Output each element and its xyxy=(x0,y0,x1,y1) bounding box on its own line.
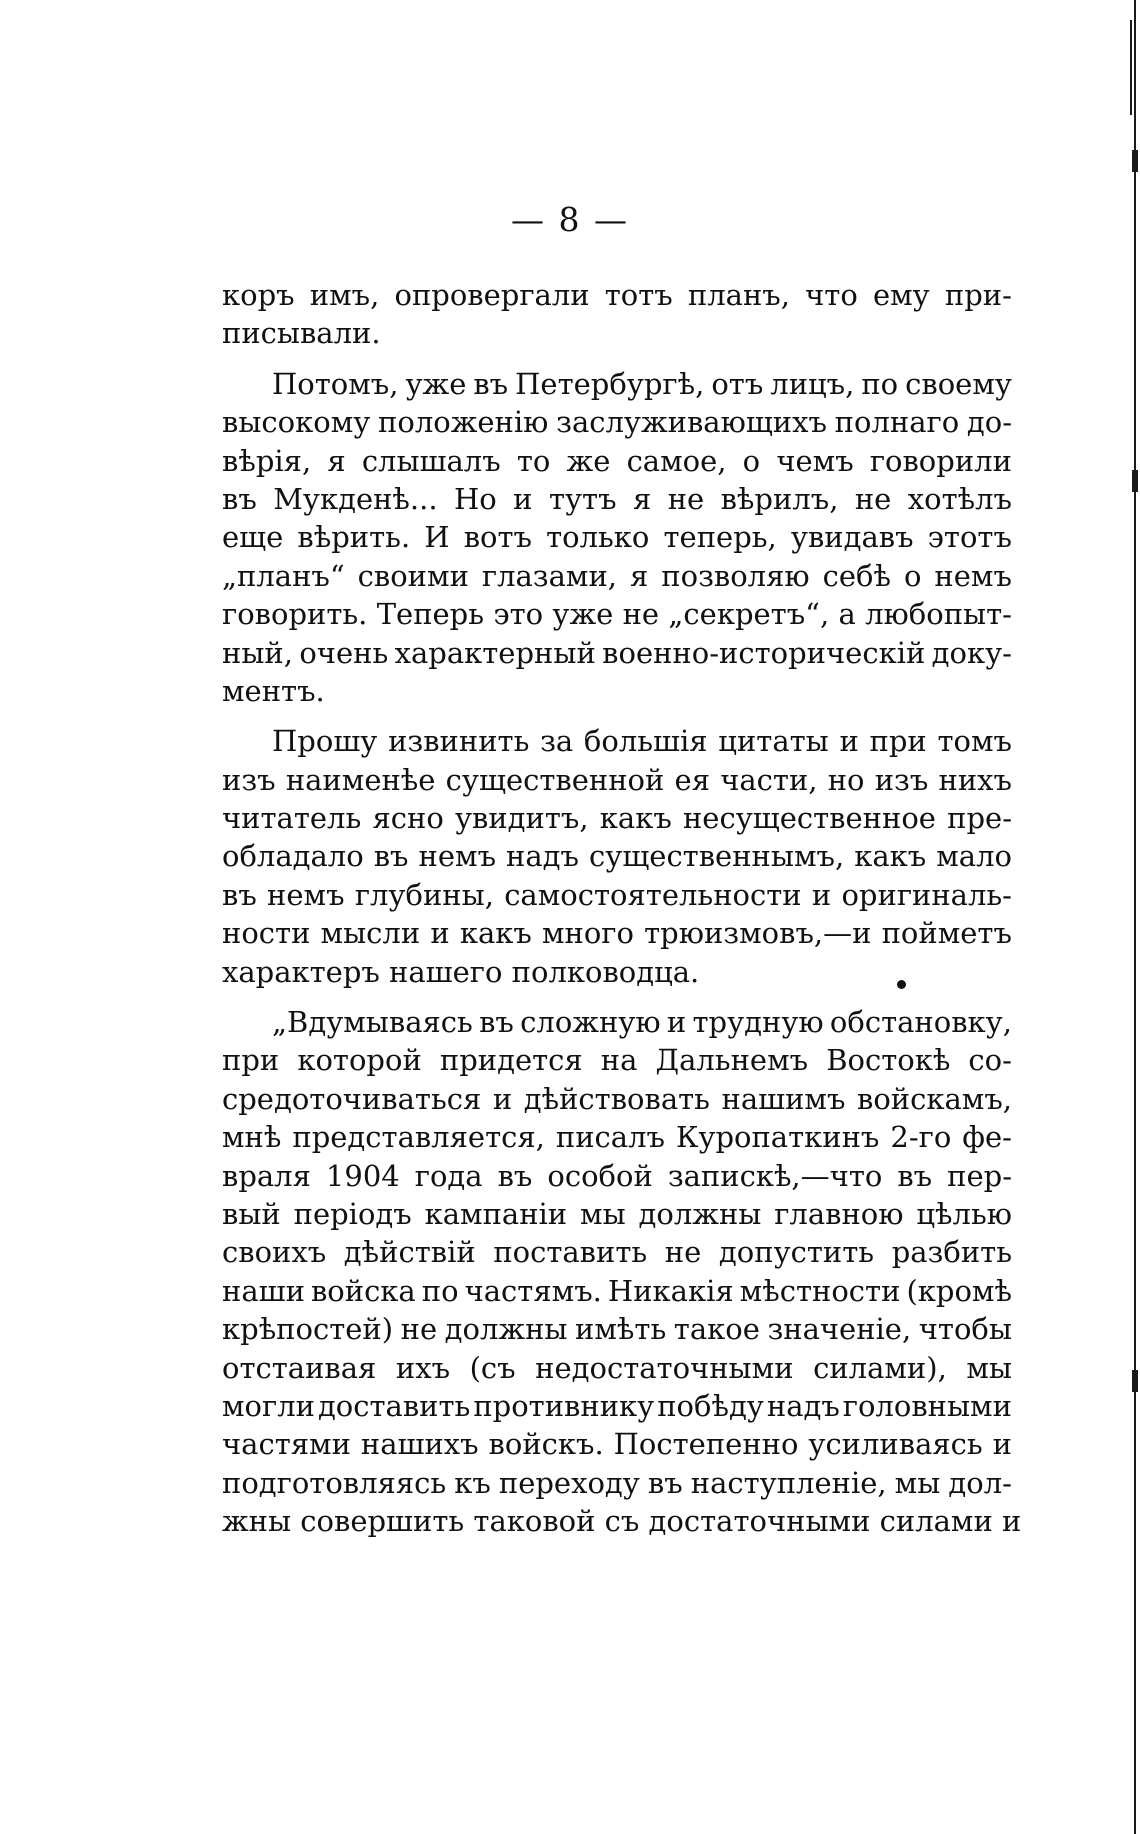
word: въ xyxy=(497,1158,533,1193)
word: по xyxy=(861,366,899,401)
word: 1904 xyxy=(325,1158,400,1193)
text-line xyxy=(222,314,1012,352)
text-line-content: писывали. xyxy=(222,316,381,351)
word: части, xyxy=(720,762,818,797)
word: сложную xyxy=(520,1005,661,1040)
word: изъ xyxy=(222,762,276,797)
page-edge xyxy=(1134,0,1136,1834)
word: то xyxy=(516,443,551,478)
word: мысли xyxy=(320,916,421,951)
word: немъ xyxy=(267,877,345,912)
word: періодъ xyxy=(293,1196,412,1231)
word: побѣду xyxy=(657,1388,764,1423)
word: не xyxy=(667,481,705,516)
word: ный, xyxy=(222,635,293,670)
word: доставить xyxy=(317,1388,471,1423)
word: въ xyxy=(222,877,257,912)
word: и xyxy=(992,1427,1012,1462)
word: недостаточными xyxy=(535,1350,794,1385)
word: мнѣ xyxy=(222,1120,282,1155)
text-line xyxy=(222,1118,1012,1156)
word: какъ xyxy=(854,839,927,874)
word: не xyxy=(400,1312,438,1347)
text-line xyxy=(222,1041,1012,1079)
word: головными xyxy=(842,1388,1012,1423)
text-line xyxy=(222,953,1012,991)
word: существенной xyxy=(445,762,665,797)
text-line xyxy=(222,1157,1012,1195)
word: за xyxy=(540,724,574,759)
word: Куропаткинъ xyxy=(675,1120,880,1155)
word: какъ xyxy=(459,916,532,951)
word: цитаты xyxy=(718,724,829,759)
word: самостоятельности xyxy=(504,877,802,912)
word: высокому xyxy=(222,405,371,440)
text-line xyxy=(222,442,1012,480)
word: И xyxy=(424,520,450,555)
word: вѣрить. xyxy=(297,520,411,555)
page-edge-notch xyxy=(1132,470,1138,492)
text-line xyxy=(222,1387,1012,1425)
word: которой xyxy=(297,1043,422,1078)
body-text xyxy=(222,276,1022,1541)
word: силами), xyxy=(813,1350,947,1385)
text-line xyxy=(222,1310,1012,1348)
word: частями xyxy=(222,1427,351,1462)
word: дол- xyxy=(948,1465,1012,1500)
word: усиливаясь xyxy=(808,1427,983,1462)
text-line xyxy=(222,1502,1022,1540)
word: вотъ xyxy=(463,520,532,555)
text-line xyxy=(222,557,1012,595)
word: я xyxy=(327,443,346,478)
word: оригиналь- xyxy=(841,877,1012,912)
word: много xyxy=(541,916,634,951)
word: такое xyxy=(673,1312,760,1347)
word: въ xyxy=(473,366,509,401)
word: несущественное xyxy=(682,801,936,836)
text-line xyxy=(222,480,1012,518)
word: отъ xyxy=(711,366,764,401)
text-line xyxy=(222,1195,1012,1233)
text-line xyxy=(222,761,1012,799)
word: „секретъ“, xyxy=(668,597,830,632)
word: слышалъ xyxy=(361,443,501,478)
word: самое, xyxy=(626,443,727,478)
word: что xyxy=(805,278,858,312)
word: должны xyxy=(638,1196,762,1231)
word: это xyxy=(493,597,544,632)
word: но xyxy=(827,762,865,797)
word: томъ xyxy=(937,724,1012,759)
word: увидитъ, xyxy=(454,801,589,836)
text-line xyxy=(222,672,1012,710)
word: и xyxy=(492,1081,513,1116)
word: себѣ xyxy=(822,558,891,593)
word: надъ xyxy=(506,839,579,874)
word: крѣпостей) xyxy=(222,1312,394,1347)
word: не xyxy=(854,481,892,516)
word: и xyxy=(430,916,450,951)
word: своихъ xyxy=(222,1235,327,1270)
word: частямъ. xyxy=(464,1273,602,1308)
word: по xyxy=(421,1273,459,1308)
word: существеннымъ, xyxy=(589,839,845,874)
word: уже xyxy=(552,597,614,632)
text-line xyxy=(222,276,1012,314)
text-line xyxy=(222,365,1012,403)
word: (съ xyxy=(469,1350,516,1385)
word: представляется, xyxy=(292,1120,545,1155)
page-edge-mark xyxy=(1130,20,1132,115)
word: средоточиваться xyxy=(222,1081,482,1116)
word: тутъ xyxy=(548,481,617,516)
word: Постепенно xyxy=(613,1427,799,1462)
text-line xyxy=(222,403,1012,441)
word: войска xyxy=(310,1273,416,1308)
word: на xyxy=(600,1043,638,1078)
text-line-content: характеръ нашего полководца. xyxy=(222,954,700,989)
word: нашимъ xyxy=(721,1081,846,1116)
word: въ xyxy=(479,1005,514,1040)
word: мѣстности xyxy=(739,1273,901,1308)
page-edge-notch xyxy=(1132,150,1138,172)
word: дѣйствій xyxy=(343,1235,476,1270)
word: говорить. xyxy=(222,597,368,632)
word: положенію xyxy=(378,405,549,440)
word: вѣрилъ, xyxy=(720,481,839,516)
word: фе- xyxy=(962,1120,1012,1155)
word: трудную xyxy=(692,1005,824,1040)
word: въ xyxy=(897,1158,933,1193)
word: пер- xyxy=(947,1158,1012,1193)
text-line xyxy=(222,722,1012,760)
word: Петербургѣ, xyxy=(515,366,705,401)
word: не xyxy=(664,1235,702,1270)
word: наименѣе xyxy=(285,762,436,797)
word: при xyxy=(222,1043,280,1078)
word: мало xyxy=(936,839,1012,874)
word: „планъ“ xyxy=(222,558,345,593)
word: Востокѣ xyxy=(826,1043,951,1078)
text-line xyxy=(222,1464,1012,1502)
word: своему xyxy=(905,366,1012,401)
word: какъ xyxy=(599,801,672,836)
word: ея xyxy=(674,762,710,797)
word: чтобы xyxy=(918,1312,1012,1347)
page-number: — 8 — xyxy=(511,200,629,239)
word: о xyxy=(903,558,922,593)
word: лицъ, xyxy=(770,366,855,401)
word: 2-го xyxy=(890,1120,952,1155)
word: еще xyxy=(222,520,284,555)
word: „Вдумываясь xyxy=(272,1005,473,1040)
word: цѣлью xyxy=(916,1196,1012,1231)
text-line xyxy=(222,1080,1012,1118)
word: ихъ xyxy=(395,1350,451,1385)
word: увидавъ xyxy=(790,520,914,555)
word: писалъ xyxy=(555,1120,665,1155)
paragraph-gap xyxy=(222,710,1012,722)
word: поставить xyxy=(493,1235,648,1270)
word: ности xyxy=(222,916,311,951)
word: и xyxy=(666,1005,687,1040)
word: враля xyxy=(222,1158,311,1193)
word: наступленіе, xyxy=(690,1465,887,1500)
word: теперь, xyxy=(663,520,777,555)
word: ему xyxy=(872,278,930,312)
word: переходу xyxy=(498,1465,640,1500)
word: нашихъ xyxy=(360,1427,479,1462)
word: въ xyxy=(373,839,409,874)
word: хотѣлъ xyxy=(907,481,1012,516)
word: въ xyxy=(222,481,257,516)
word: говорили xyxy=(869,443,1012,478)
word: уже xyxy=(405,366,467,401)
word: обстановку, xyxy=(829,1005,1012,1040)
text-line xyxy=(222,837,1012,875)
word: трюизмовъ,—и xyxy=(644,916,872,951)
word: и xyxy=(513,481,533,516)
text-line xyxy=(222,876,1012,914)
word: изъ xyxy=(874,762,929,797)
word: при xyxy=(869,724,927,759)
word: нихъ xyxy=(938,762,1012,797)
word: этотъ xyxy=(927,520,1012,555)
word: года xyxy=(414,1158,483,1193)
word: запискѣ,—что xyxy=(667,1158,883,1193)
word: Никакія xyxy=(607,1273,734,1308)
word: не xyxy=(622,597,660,632)
word: немъ xyxy=(934,558,1012,593)
word: мы xyxy=(966,1350,1012,1385)
word: войскъ. xyxy=(488,1427,604,1462)
word: только xyxy=(546,520,650,555)
word: пре- xyxy=(947,801,1012,836)
word: могли xyxy=(222,1388,315,1423)
text-line xyxy=(222,1425,1012,1463)
word: мы xyxy=(894,1465,941,1500)
ink-speck xyxy=(897,980,906,989)
text-line xyxy=(222,799,1012,837)
word: имъ, xyxy=(309,278,380,312)
word: отстаивая xyxy=(222,1350,377,1385)
word: глубины, xyxy=(354,877,494,912)
text-line-content: жны совершить таковой съ достаточными силами и xyxy=(222,1504,1022,1539)
paragraph-gap xyxy=(222,991,1012,1003)
word: значеніе, xyxy=(767,1312,912,1347)
word: наши xyxy=(222,1273,305,1308)
word: немъ xyxy=(418,839,497,874)
word: ясно xyxy=(372,801,444,836)
word: Мукденѣ... xyxy=(273,481,438,516)
word: я xyxy=(630,558,649,593)
word: опровергали xyxy=(394,278,590,312)
word: мы xyxy=(580,1196,626,1231)
word: позволяю xyxy=(661,558,810,593)
word: о xyxy=(742,443,761,478)
page-edge-notch xyxy=(1132,1370,1138,1392)
word: глазами, xyxy=(481,558,618,593)
word: большія xyxy=(583,724,708,759)
word: до- xyxy=(966,405,1012,440)
word: же xyxy=(566,443,611,478)
word: полнаго xyxy=(834,405,960,440)
word: я xyxy=(632,481,652,516)
word: Дальнемъ xyxy=(655,1043,809,1078)
word: и xyxy=(811,877,832,912)
word: Прошу xyxy=(272,724,378,759)
word: заслуживающихъ xyxy=(556,405,827,440)
text-line xyxy=(222,634,1012,672)
text-line xyxy=(222,1272,1012,1310)
word: главною xyxy=(774,1196,904,1231)
word: кампаніи xyxy=(424,1196,568,1231)
word: и xyxy=(839,724,859,759)
word: при- xyxy=(944,278,1012,312)
text-line xyxy=(222,1349,1012,1387)
word: коръ xyxy=(222,278,295,312)
word: извинить xyxy=(388,724,530,759)
word: вый xyxy=(222,1196,281,1231)
word: (кромѣ xyxy=(906,1273,1012,1308)
word: допустить xyxy=(718,1235,875,1270)
text-line xyxy=(222,1233,1012,1271)
word: разбить xyxy=(891,1235,1012,1270)
word: должны xyxy=(444,1312,568,1347)
word: очень xyxy=(299,635,389,670)
word: чемъ xyxy=(776,443,854,478)
word: имѣть xyxy=(575,1312,667,1347)
word: а xyxy=(838,597,856,632)
word: любопыт- xyxy=(865,597,1012,632)
word: въ xyxy=(647,1465,683,1500)
text-line xyxy=(222,914,1012,952)
text-line xyxy=(222,595,1012,633)
word: подготовляясь xyxy=(222,1465,447,1500)
paragraph-gap xyxy=(222,353,1012,365)
word: надъ xyxy=(766,1388,840,1423)
word: противнику xyxy=(473,1388,655,1423)
word: пойметъ xyxy=(881,916,1012,951)
word: Но xyxy=(454,481,497,516)
word: со- xyxy=(968,1043,1012,1078)
word: планъ, xyxy=(687,278,790,312)
word: придется xyxy=(439,1043,583,1078)
word: Потомъ, xyxy=(272,366,399,401)
word: характерный xyxy=(394,635,596,670)
word: военно-историческій xyxy=(602,635,926,670)
word: обладало xyxy=(222,839,364,874)
word: своими xyxy=(357,558,469,593)
word: Теперь xyxy=(376,597,485,632)
word: войскамъ, xyxy=(857,1081,1012,1116)
word: доку- xyxy=(931,635,1012,670)
word: читатель xyxy=(222,801,362,836)
text-line-content: ментъ. xyxy=(222,673,325,708)
word: особой xyxy=(547,1158,653,1193)
text-line xyxy=(222,1003,1012,1041)
text-line xyxy=(222,518,1012,556)
word: дѣйствовать xyxy=(523,1081,710,1116)
word: къ xyxy=(454,1465,491,1500)
word: тотъ xyxy=(604,278,673,312)
word: вѣрія, xyxy=(222,443,312,478)
